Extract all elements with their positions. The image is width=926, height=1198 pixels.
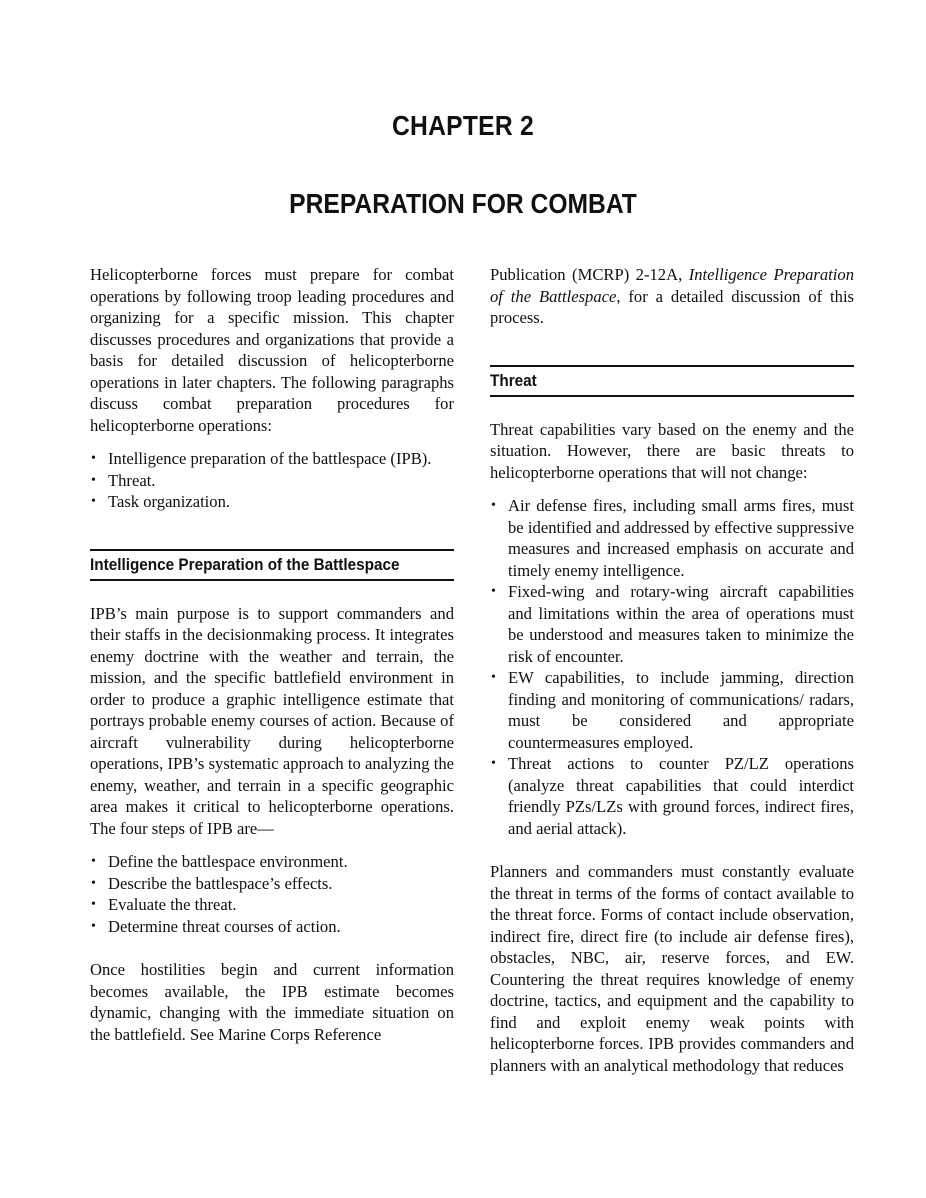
list-item: • Threat.	[90, 470, 454, 492]
ipb-paragraph: IPB’s main purpose is to support commanders and their staffs in the decisionmaking process. It integrates enemy doctrine with the weather and terrain, the mission, and the specific battlefield environment in order to produce a graphic intelligence estimate that portrays probable enemy courses of action. Because of aircraft vulnerability during helicopterborne operations, IPB’s systematic approach to analyzing the enemy, weather, and terrain in a specific geographic area makes it critical to helicopterborne operations. The four steps of IPB are—	[90, 603, 454, 838]
publication-title: Intelligence Preparation of the Battlespace	[490, 265, 854, 306]
ipb-heading-text: Intelligence Preparation of the Battlespace	[90, 554, 400, 574]
list-item: • Air defense fires, including small arms fires, must be identified and addressed by effective suppressive measures and increased emphasis on accurate and timely enemy intelligence.	[490, 495, 854, 581]
right-column	[490, 264, 854, 1076]
list-item: • Task organization.	[90, 491, 454, 513]
list-item: • EW capabilities, to include jamming, direction finding and monitoring of communications/ radars, must be considered and appropriate countermeasures employed.	[490, 667, 854, 753]
intro-bullet-list	[90, 448, 454, 513]
paragraph-text: Publication (MCRP) 2-12A,	[490, 265, 689, 284]
left-column	[90, 264, 454, 1045]
list-item: • Evaluate the threat.	[90, 894, 454, 916]
paragraph-text: , for a detailed discussion of this process.	[490, 286, 855, 327]
chapter-title: PREPARATION FOR COMBAT	[289, 188, 637, 219]
threat-paragraph-2: Planners and commanders must constantly evaluate the threat in terms of the forms of contact available to the threat force. Forms of contact include observation, indirect fire, direct fire (to include air defense fires), obstacles, NBC, air, reserve forces, and EW. Countering the threat requires knowledge of enemy doctrine, tactics, and equipment and the capability to find and exploit enemy weak points with helicopterborne forces. IPB provides commanders and planners with an analytical methodology that reduces	[490, 862, 854, 1075]
threat-heading-text: Threat	[490, 370, 537, 390]
ipb-paragraph-2: Once hostilities begin and current information becomes available, the IPB estimate becomes dynamic, changing with the immediate situation on the battlefield. See Marine Corps Reference	[90, 960, 454, 1044]
threat-bullet-list	[490, 495, 854, 839]
list-item: • Threat actions to counter PZ/LZ operations (analyze threat capabilities that could interdict friendly PZs/LZs with ground forces, indirect fires, and aerial attack).	[490, 753, 854, 839]
threat-paragraph: Threat capabilities vary based on the enemy and the situation. However, there are basic threats to helicopterborne operations that will not change:	[490, 419, 854, 482]
list-item: • Define the battlespace environment.	[90, 851, 454, 873]
ipb-steps-list	[90, 851, 454, 937]
threat-section-heading	[490, 365, 854, 397]
list-item: • Determine threat courses of action.	[90, 916, 454, 938]
list-item: • Fixed-wing and rotary-wing aircraft capabilities and limitations within the area of operations must be understood and measures taken to minimize the risk of encounter.	[490, 581, 854, 667]
chapter-label: CHAPTER 2	[391, 110, 535, 141]
list-item: • Intelligence preparation of the battlespace (IPB).	[90, 448, 454, 470]
intro-paragraph: Helicopterborne forces must prepare for combat operations by following troop leading procedures and organizing for a specific mission. This chapter discusses procedures and organizations that provide a basis for detailed discussion of helicopterborne operations in later chapters. The following paragraphs discuss combat preparation procedures for helicopterborne operations:	[90, 265, 454, 435]
ipb-section-heading	[90, 549, 454, 581]
list-item: • Describe the battlespace’s effects.	[90, 873, 454, 895]
ipb-paragraph-2-continued	[490, 264, 854, 329]
